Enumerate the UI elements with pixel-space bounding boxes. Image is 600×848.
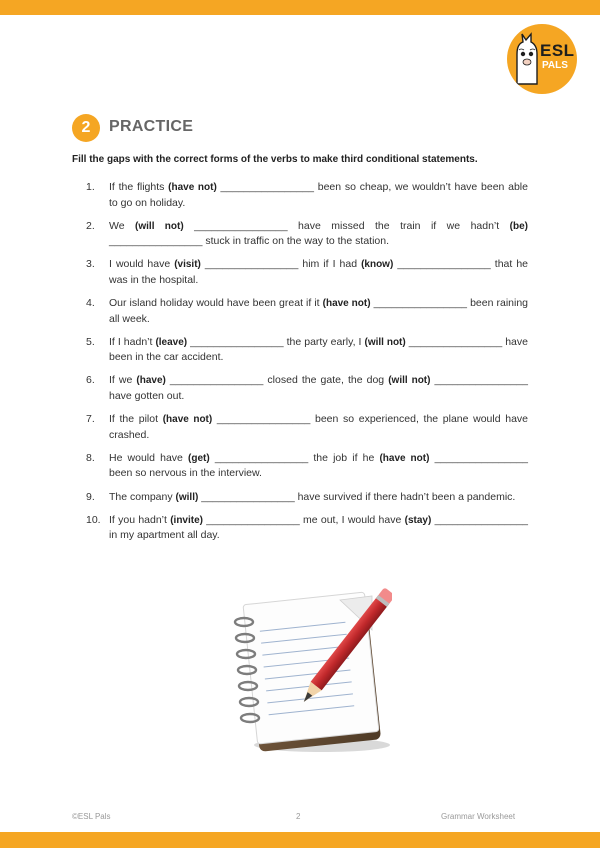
verb-hint: (visit)	[174, 259, 201, 271]
sentence-fragment: Our island holiday would have been great if it	[109, 297, 323, 310]
verb-hint: (invite)	[170, 514, 203, 526]
sentence-fragment: If we	[109, 374, 137, 387]
exercise-list	[72, 180, 528, 551]
esl-pals-logo	[507, 24, 577, 94]
verb-hint: (have not)	[379, 452, 430, 464]
exercise-sentence	[109, 412, 528, 443]
exercise-item	[72, 296, 528, 327]
top-accent-bar	[0, 0, 600, 15]
exercise-number: 10.	[86, 513, 101, 526]
sentence-fragment: ________________ been raining all week.	[109, 297, 528, 325]
verb-hint: (have not)	[322, 298, 371, 310]
sentence-fragment: If I hadn’t	[109, 335, 156, 348]
exercise-number: 1.	[86, 181, 95, 193]
section-number-badge: 2	[72, 114, 100, 142]
exercise-item	[72, 180, 528, 211]
exercise-sentence	[109, 513, 528, 544]
sentence-fragment: ________________ in my apartment all day.	[109, 513, 529, 542]
verb-hint: (have not)	[168, 182, 217, 193]
verb-hint: (have)	[136, 375, 166, 387]
exercise-item	[72, 490, 528, 506]
bottom-accent-bar	[0, 832, 600, 848]
exercise-number: 2.	[86, 219, 95, 232]
sentence-fragment: If the flights	[109, 181, 169, 193]
copyright-icon: ©	[72, 812, 78, 821]
verb-hint: (have not)	[162, 414, 213, 426]
exercise-item	[72, 335, 528, 366]
footer-brand-text: ESL Pals	[77, 812, 111, 821]
sentence-fragment: ________________ the party early, I	[187, 335, 365, 348]
verb-hint: (be)	[509, 220, 528, 232]
exercise-sentence	[109, 219, 528, 250]
verb-hint: (will not)	[364, 336, 406, 348]
logo-esl-text: ESL	[540, 41, 575, 60]
sentence-fragment: ________________ him if I had	[200, 258, 362, 271]
verb-hint: (stay)	[404, 514, 432, 526]
exercise-item	[72, 451, 528, 482]
sentence-fragment: ________________ me out, I would have	[203, 513, 405, 526]
exercise-sentence	[109, 451, 528, 482]
notebook-pencil-icon	[222, 582, 392, 757]
sentence-fragment: ________________ been so cheap, we wouldn’t have been able to go on holiday.	[109, 181, 528, 209]
exercise-item	[72, 219, 528, 250]
verb-hint: (will not)	[388, 375, 431, 387]
sentence-fragment: I would have	[109, 258, 175, 271]
notebook-pencil-illustration	[222, 582, 392, 762]
sentence-fragment: The company	[109, 490, 176, 503]
sentence-fragment: ________________ have missed the train if we hadn’t	[183, 219, 510, 232]
sentence-fragment: ________________ the job if he	[209, 451, 380, 464]
exercise-item	[72, 373, 528, 404]
exercise-item	[72, 513, 528, 544]
verb-hint: (know)	[361, 259, 394, 271]
footer-brand	[72, 812, 111, 821]
page-number: 2	[296, 812, 301, 821]
logo-pals-text: PALS	[542, 60, 568, 71]
sentence-fragment: ________________ have gotten out.	[109, 374, 528, 402]
verb-hint: (leave)	[155, 336, 188, 348]
sentence-fragment: ________________ stuck in traffic on the way to the station.	[109, 235, 390, 248]
sentence-fragment: ________________ that he was in the hospital.	[109, 258, 528, 286]
exercise-item	[72, 257, 528, 288]
exercise-number: 4.	[86, 297, 95, 310]
exercise-sentence	[109, 490, 528, 506]
exercise-number: 3.	[86, 258, 95, 271]
exercise-sentence	[109, 257, 528, 288]
exercise-number: 5.	[86, 335, 95, 348]
exercise-number: 7.	[86, 413, 95, 426]
footer-title: Grammar Worksheet	[441, 812, 516, 821]
sentence-fragment: If you hadn’t	[109, 513, 171, 526]
sentence-fragment: He would have	[109, 451, 189, 464]
exercise-sentence	[109, 373, 528, 404]
sentence-fragment: If the pilot	[109, 413, 163, 426]
sentence-fragment: We	[109, 219, 136, 232]
sentence-fragment: ________________ been so experienced, the plane would have crashed.	[109, 413, 529, 441]
sentence-fragment: ________________ been so nervous in the interview.	[109, 451, 528, 480]
instruction-text: Fill the gaps with the correct forms of the verbs to make third conditional statements.	[72, 154, 478, 165]
exercise-item	[72, 412, 528, 443]
sentence-fragment: ________________ closed the gate, the dog	[165, 374, 389, 387]
section-title: PRACTICE	[109, 118, 194, 135]
exercise-sentence	[109, 335, 528, 366]
sentence-fragment: ________________ have survived if there hadn’t been a pandemic.	[198, 490, 516, 503]
exercise-number: 8.	[86, 451, 95, 464]
exercise-number: 6.	[86, 374, 95, 387]
sentence-fragment: ________________ have been in the car accident.	[109, 335, 528, 364]
verb-hint: (will)	[175, 491, 199, 503]
verb-hint: (will not)	[135, 220, 184, 232]
exercise-sentence	[109, 296, 528, 327]
verb-hint: (get)	[188, 452, 210, 464]
exercise-number: 9.	[86, 490, 95, 503]
exercise-sentence	[109, 180, 528, 211]
